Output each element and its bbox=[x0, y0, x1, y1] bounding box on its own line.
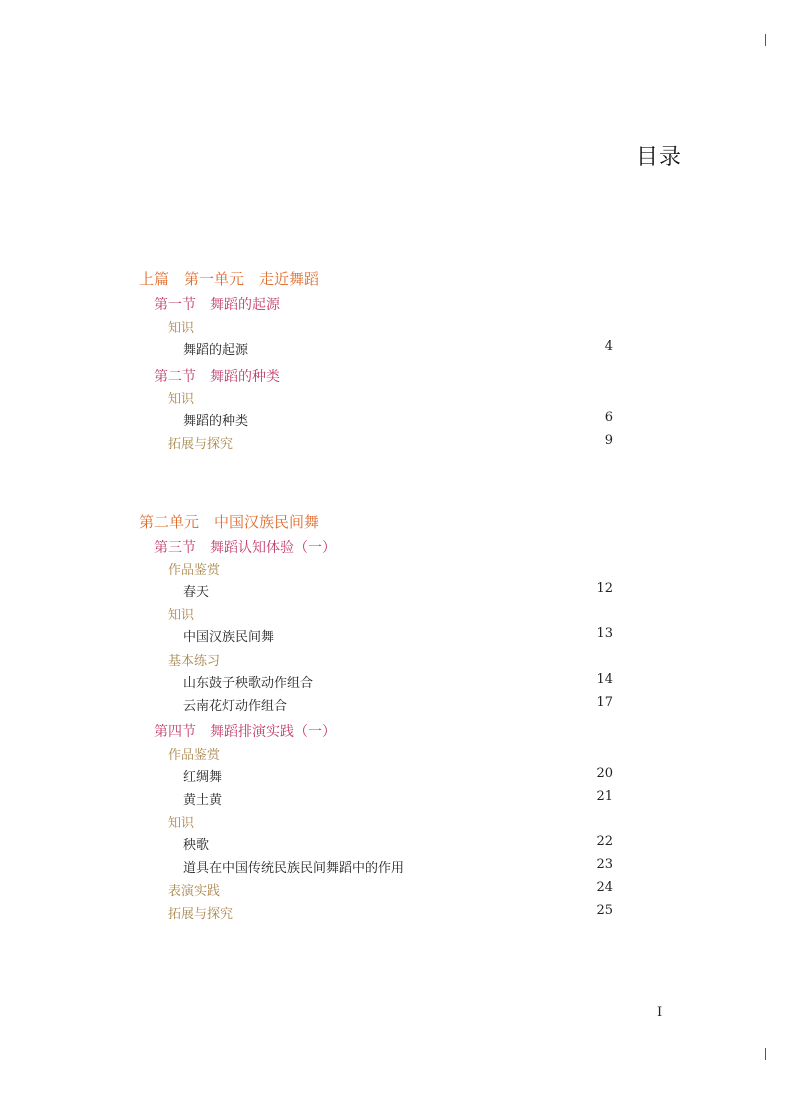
toc-entry bbox=[183, 672, 613, 690]
section-3-heading: 第三节 舞蹈认知体验（一） bbox=[154, 540, 336, 556]
section-3-category-appreciation: 作品鉴赏 bbox=[168, 563, 221, 578]
entry-page: 14 bbox=[596, 672, 613, 687]
section-2-heading: 第二节 舞蹈的种类 bbox=[154, 369, 280, 385]
entry-title: 舞蹈的起源 bbox=[183, 343, 249, 358]
entry-page: 23 bbox=[596, 857, 613, 872]
entry-title: 表演实践 bbox=[168, 884, 221, 899]
entry-title: 拓展与探究 bbox=[168, 437, 234, 452]
toc-category-entry bbox=[168, 880, 613, 898]
toc-entry bbox=[183, 766, 613, 784]
entry-page: 13 bbox=[596, 626, 613, 641]
toc-entry bbox=[183, 581, 613, 599]
toc-entry bbox=[183, 339, 613, 357]
page-folio: I bbox=[657, 1005, 663, 1020]
toc-entry bbox=[183, 410, 613, 428]
crop-mark-top-right bbox=[765, 34, 766, 46]
section-4-heading: 第四节 舞蹈排演实践（一） bbox=[154, 724, 336, 740]
page-title: 目录 bbox=[636, 145, 683, 170]
entry-page: 24 bbox=[596, 880, 613, 895]
section-3-category-practice: 基本练习 bbox=[168, 654, 221, 669]
toc-entry bbox=[183, 626, 613, 644]
section-4-category-knowledge: 知识 bbox=[168, 816, 195, 831]
entry-title: 拓展与探究 bbox=[168, 907, 234, 922]
entry-page: 12 bbox=[596, 581, 613, 596]
unit-1-heading: 上篇 第一单元 走近舞蹈 bbox=[139, 270, 320, 288]
entry-page: 20 bbox=[596, 766, 613, 781]
toc-category-entry bbox=[168, 433, 613, 451]
toc-entry bbox=[183, 695, 613, 713]
entry-page: 25 bbox=[596, 903, 613, 918]
entry-title: 黄土黄 bbox=[183, 793, 223, 808]
entry-title: 秧歌 bbox=[183, 838, 210, 853]
section-3-category-knowledge: 知识 bbox=[168, 608, 195, 623]
section-4-category-appreciation: 作品鉴赏 bbox=[168, 748, 221, 763]
entry-title: 春天 bbox=[183, 585, 210, 600]
entry-title: 中国汉族民间舞 bbox=[183, 630, 275, 645]
entry-title: 山东鼓子秧歌动作组合 bbox=[183, 676, 314, 691]
entry-page: 22 bbox=[596, 834, 613, 849]
toc-category-entry bbox=[168, 903, 613, 921]
entry-title: 云南花灯动作组合 bbox=[183, 699, 288, 714]
entry-page: 17 bbox=[596, 695, 613, 710]
entry-page: 6 bbox=[604, 410, 613, 425]
section-2-category-knowledge: 知识 bbox=[168, 392, 195, 407]
entry-title: 道具在中国传统民族民间舞蹈中的作用 bbox=[183, 861, 405, 876]
entry-page: 21 bbox=[596, 789, 613, 804]
unit-2-heading: 第二单元 中国汉族民间舞 bbox=[139, 513, 320, 531]
toc-entry bbox=[183, 834, 613, 852]
entry-title: 舞蹈的种类 bbox=[183, 414, 249, 429]
section-1-category-knowledge: 知识 bbox=[168, 321, 195, 336]
section-1-heading: 第一节 舞蹈的起源 bbox=[154, 297, 280, 313]
entry-page: 4 bbox=[604, 339, 613, 354]
entry-title: 红绸舞 bbox=[183, 770, 223, 785]
toc-entry bbox=[183, 857, 613, 875]
crop-mark-bottom-right bbox=[765, 1048, 766, 1060]
toc-entry bbox=[183, 789, 613, 807]
entry-page: 9 bbox=[604, 433, 613, 448]
